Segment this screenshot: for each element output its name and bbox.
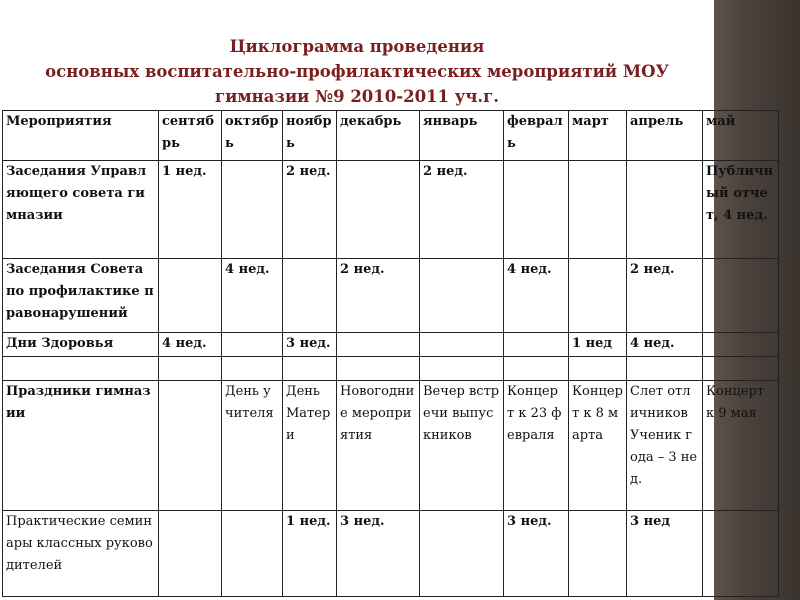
table-row: [3, 381, 779, 511]
table-cell: [420, 259, 504, 333]
table-cell: [337, 161, 420, 259]
table-cell: [627, 161, 703, 259]
table-header-row: [3, 111, 779, 161]
header-cell-february: февраль: [504, 111, 569, 161]
table-cell: [283, 357, 337, 381]
table-cell: [283, 259, 337, 333]
table-cell: [569, 357, 627, 381]
table-cell: Новогодние мероприятия: [337, 381, 420, 511]
table-cell: [569, 161, 627, 259]
table-cell: [627, 357, 703, 381]
table-cell: Вечер встречи выпускников: [420, 381, 504, 511]
table-cell: [159, 259, 222, 333]
cyclogram-table: [2, 110, 779, 597]
table-cell: 4 нед.: [627, 333, 703, 357]
table-cell: [420, 511, 504, 597]
table-cell: Концерт к 8 марта: [569, 381, 627, 511]
table-cell: 4 нед.: [504, 259, 569, 333]
table-cell: 1 нед.: [159, 161, 222, 259]
title-line-1: Циклограмма проведения: [229, 37, 485, 56]
table-cell: 2 нед.: [420, 161, 504, 259]
header-cell-january: январь: [420, 111, 504, 161]
table-cell: [3, 357, 159, 381]
table-cell: Праздники гимназии: [3, 381, 159, 511]
table-cell: [569, 259, 627, 333]
table-cell: Практические семинары классных руководителей: [3, 511, 159, 597]
table-row: [3, 511, 779, 597]
table-cell: День Матери: [283, 381, 337, 511]
table-cell: 4 нед.: [159, 333, 222, 357]
table-cell: Концерт к 23 февраля: [504, 381, 569, 511]
table-cell: 2 нед.: [283, 161, 337, 259]
table-cell: 3 нед.: [337, 511, 420, 597]
header-cell-events: Мероприятия: [3, 111, 159, 161]
title-line-3: гимназии №9 2010-2011 уч.г.: [214, 87, 500, 106]
header-cell-september: сентябрь: [159, 111, 222, 161]
table-cell: [504, 333, 569, 357]
header-cell-october: октябрь: [222, 111, 283, 161]
table-cell: Заседания Управляющего совета гимназии: [3, 161, 159, 259]
table-cell: [569, 511, 627, 597]
header-cell-march: март: [569, 111, 627, 161]
table-cell: 1 нед: [569, 333, 627, 357]
table-cell: 2 нед.: [627, 259, 703, 333]
header-cell-december: декабрь: [337, 111, 420, 161]
table-cell: [703, 333, 779, 357]
table-cell: [337, 333, 420, 357]
table-row: [3, 259, 779, 333]
table-cell: [222, 161, 283, 259]
title-line-2: основных воспитательно-профилактических мероприятий МОУ: [45, 62, 669, 81]
table-cell: [222, 511, 283, 597]
table-cell: 3 нед: [627, 511, 703, 597]
table-row: [3, 161, 779, 259]
table-cell: Заседания Совета по профилактике правонарушений: [3, 259, 159, 333]
table-cell: [159, 511, 222, 597]
header-cell-may: май: [703, 111, 779, 161]
table-cell: [337, 357, 420, 381]
table-cell: [420, 333, 504, 357]
table-cell: [703, 511, 779, 597]
table-cell: 4 нед.: [222, 259, 283, 333]
table-cell: 3 нед.: [504, 511, 569, 597]
page-title: [0, 34, 714, 109]
table-cell: [420, 357, 504, 381]
table-cell: День учителя: [222, 381, 283, 511]
table-cell: [222, 357, 283, 381]
table-cell: [504, 357, 569, 381]
header-cell-november: ноябрь: [283, 111, 337, 161]
table-row: [3, 333, 779, 357]
table-cell: Концерт к 9 мая: [703, 381, 779, 511]
table-cell: [222, 333, 283, 357]
table-cell: [159, 357, 222, 381]
table-cell: [703, 357, 779, 381]
table-cell: Слет отличников Ученик года – 3 нед.: [627, 381, 703, 511]
table-row-empty: [3, 357, 779, 381]
table-cell: [504, 161, 569, 259]
table-cell: [159, 381, 222, 511]
table-cell: Публичный отчет, 4 нед.: [703, 161, 779, 259]
table-cell: 3 нед.: [283, 333, 337, 357]
table-cell: Дни Здоровья: [3, 333, 159, 357]
table-cell: 2 нед.: [337, 259, 420, 333]
header-cell-april: апрель: [627, 111, 703, 161]
table-cell: [703, 259, 779, 333]
table-cell: 1 нед.: [283, 511, 337, 597]
